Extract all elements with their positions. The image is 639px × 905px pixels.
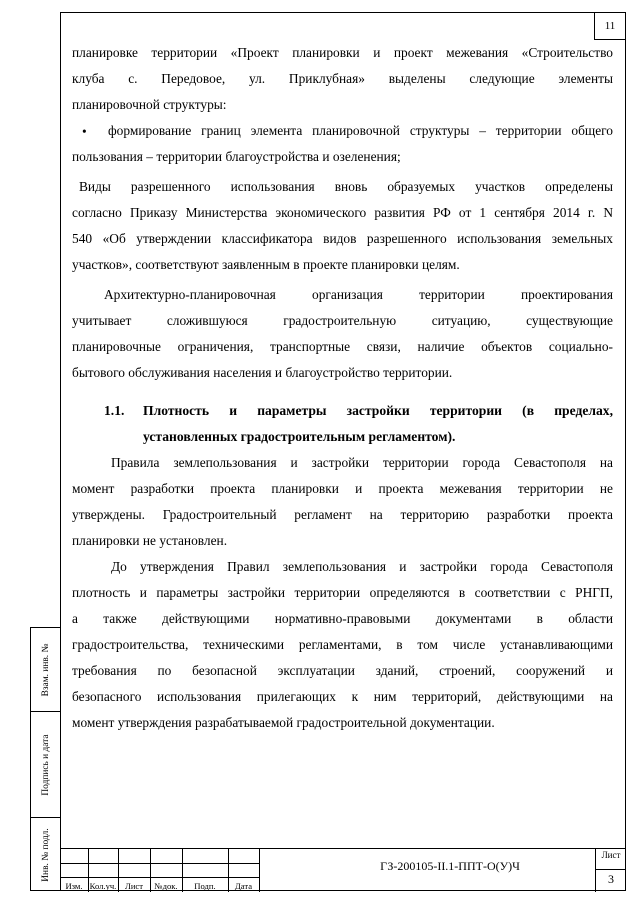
paragraph-line: безопасного использования прилегающих к ним территорий, действующими на (72, 689, 613, 704)
column-label: №док. (154, 881, 178, 891)
title-block-grid (60, 849, 260, 892)
paragraph-line: планировочные ограничения, транспортные связи, наличие объектов социально- (72, 339, 613, 354)
title-block (60, 848, 626, 891)
paragraph-line: требования по безопасной эксплуатации зданий, строений, сооружений и (72, 663, 613, 678)
sheet-number: 3 (596, 869, 626, 887)
side-label-inventory: Инв. № подл. (41, 828, 51, 882)
paragraph-line: плотность и параметры застройки территории определяются в соответствии с РНГП, (72, 585, 613, 600)
page-number: 11 (594, 13, 625, 40)
paragraph-line: а также действующими нормативно-правовыми документами в области (72, 611, 613, 626)
paragraph-line: согласно Приказу Министерства экономического развития РФ от 1 сентября 2014 г. N (72, 205, 613, 220)
paragraph-line: момент разработки проекта планировки и проекта межевания территории не (72, 481, 613, 496)
paragraph-line: Архитектурно-планировочная организация территории проектирования (104, 287, 613, 302)
paragraph-line: утверждены. Градостроительный регламент на территорию разработки проекта (72, 507, 613, 522)
paragraph-line: градостроительства, техническими регламентами, в том числе устанавливающими (72, 637, 613, 652)
column-label: Изм. (65, 881, 83, 891)
paragraph-line: планировки не установлен. (72, 533, 228, 548)
paragraph-line: участков», соответствуют заявленным в проекте планировки целям. (72, 257, 460, 272)
paragraph-line: учитывает сложившуюся градостроительную ситуацию, существующие (72, 313, 613, 328)
bullet-icon: • (82, 124, 87, 139)
column-label: Дата (234, 881, 253, 891)
column-label: Подп. (194, 881, 216, 891)
column-label: Кол.уч. (89, 881, 117, 891)
paragraph-line: планировке территории «Проект планировки и проект межевания «Строительство (72, 45, 613, 60)
side-cell-inventory (31, 818, 61, 892)
side-stamp-strip (30, 627, 60, 891)
column-label: Лист (125, 881, 143, 891)
bullet-line: формирование границ элемента планировочной структуры – территории общего (108, 123, 613, 138)
bullet-line: пользования – территории благоустройства и озеленения; (72, 149, 401, 164)
side-label-replacement: Взам. инв. № (41, 643, 51, 696)
section-heading: установленных градостроительным регламентом). (143, 429, 456, 444)
sheet-label: Лист (601, 850, 621, 860)
paragraph-line: клуба с. Передовое, ул. Приклубная» выделены следующие элементы (72, 71, 613, 86)
section-heading: Плотность и параметры застройки территории (в пределах, (143, 403, 613, 418)
side-cell-signature (31, 712, 61, 818)
sheet-box (595, 849, 626, 892)
document-code: ГЗ-200105-II.1-ППТ-О(У)Ч (380, 859, 520, 873)
paragraph-line: бытового обслуживания населения и благоустройство территории. (72, 365, 453, 380)
paragraph-line: Виды разрешенного использования вновь образуемых участков определены (79, 179, 613, 194)
paragraph-line: момент утверждения разрабатываемой градостроительной документации. (72, 715, 495, 730)
paragraph-line: Правила землепользования и застройки территории города Севастополя на (111, 455, 613, 470)
side-label-signature: Подпись и дата (41, 733, 51, 796)
paragraph-line: планировочной структуры: (72, 97, 227, 112)
side-cell-replacement (31, 628, 61, 712)
section-number: 1.1. (104, 403, 125, 418)
paragraph-line: 540 «Об утверждении классификатора видов разрешенного использования земельных (72, 231, 613, 246)
paragraph-line: До утверждения Правил землепользования и застройки города Севастополя (111, 559, 613, 574)
